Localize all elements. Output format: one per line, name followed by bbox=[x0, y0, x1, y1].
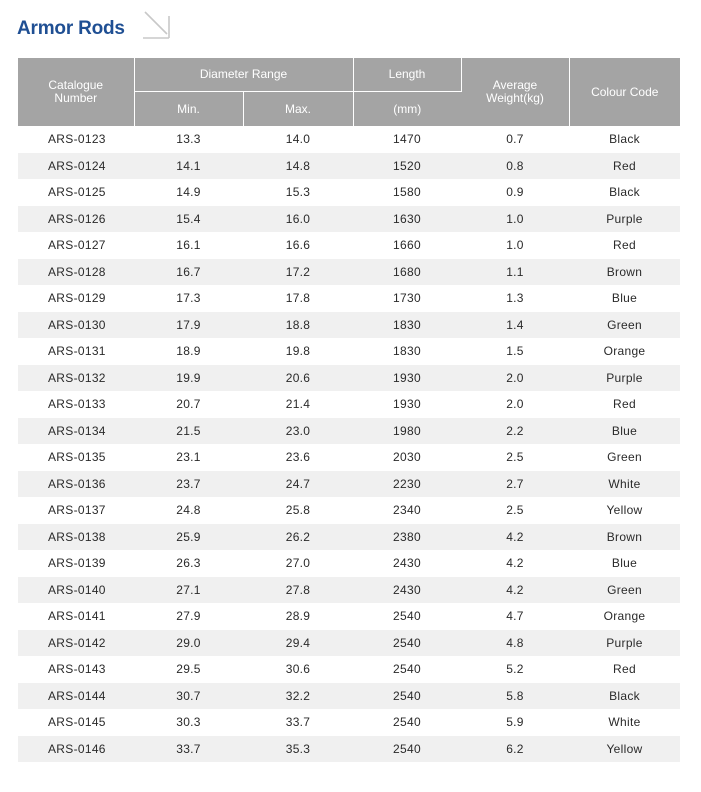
cell-colour: Green bbox=[569, 312, 680, 339]
cell-max: 27.0 bbox=[243, 550, 353, 577]
cell-min: 30.3 bbox=[134, 709, 243, 736]
cell-min: 17.3 bbox=[134, 285, 243, 312]
cell-catalogue-number: ARS-0139 bbox=[18, 550, 134, 577]
cell-max: 26.2 bbox=[243, 524, 353, 551]
page-title: Armor Rods bbox=[17, 18, 125, 39]
cell-length: 2540 bbox=[353, 736, 461, 763]
cell-max: 23.6 bbox=[243, 444, 353, 471]
cell-colour: Blue bbox=[569, 285, 680, 312]
table-row bbox=[18, 418, 680, 445]
table-row bbox=[18, 338, 680, 365]
cell-max: 23.0 bbox=[243, 418, 353, 445]
cell-min: 13.3 bbox=[134, 126, 243, 153]
cell-colour: Purple bbox=[569, 365, 680, 392]
cell-catalogue-number: ARS-0126 bbox=[18, 206, 134, 233]
cell-min: 24.8 bbox=[134, 497, 243, 524]
cell-min: 25.9 bbox=[134, 524, 243, 551]
cell-max: 20.6 bbox=[243, 365, 353, 392]
table-row bbox=[18, 471, 680, 498]
cell-colour: Blue bbox=[569, 418, 680, 445]
cell-max: 18.8 bbox=[243, 312, 353, 339]
cell-length: 1730 bbox=[353, 285, 461, 312]
cell-length: 1660 bbox=[353, 232, 461, 259]
diagonal-arrow-icon bbox=[139, 8, 175, 48]
table-row bbox=[18, 259, 680, 286]
cell-max: 33.7 bbox=[243, 709, 353, 736]
cell-length: 2340 bbox=[353, 497, 461, 524]
cell-weight: 2.5 bbox=[461, 497, 569, 524]
cell-min: 29.5 bbox=[134, 656, 243, 683]
cell-max: 28.9 bbox=[243, 603, 353, 630]
cell-weight: 2.5 bbox=[461, 444, 569, 471]
cell-min: 15.4 bbox=[134, 206, 243, 233]
cell-weight: 4.2 bbox=[461, 577, 569, 604]
cell-weight: 0.9 bbox=[461, 179, 569, 206]
cell-weight: 1.4 bbox=[461, 312, 569, 339]
cell-max: 35.3 bbox=[243, 736, 353, 763]
cell-max: 27.8 bbox=[243, 577, 353, 604]
cell-catalogue-number: ARS-0141 bbox=[18, 603, 134, 630]
cell-weight: 0.8 bbox=[461, 153, 569, 180]
cell-catalogue-number: ARS-0127 bbox=[18, 232, 134, 259]
cell-colour: Orange bbox=[569, 603, 680, 630]
cell-length: 1980 bbox=[353, 418, 461, 445]
cell-catalogue-number: ARS-0131 bbox=[18, 338, 134, 365]
title-block bbox=[17, 8, 217, 48]
cell-colour: Black bbox=[569, 126, 680, 153]
cell-length: 2030 bbox=[353, 444, 461, 471]
table-row bbox=[18, 206, 680, 233]
cell-max: 15.3 bbox=[243, 179, 353, 206]
cell-colour: White bbox=[569, 471, 680, 498]
table-row bbox=[18, 683, 680, 710]
cell-colour: Orange bbox=[569, 338, 680, 365]
cell-length: 1930 bbox=[353, 391, 461, 418]
cell-min: 16.7 bbox=[134, 259, 243, 286]
cell-colour: Green bbox=[569, 577, 680, 604]
cell-weight: 4.8 bbox=[461, 630, 569, 657]
cell-colour: Yellow bbox=[569, 736, 680, 763]
cell-weight: 2.2 bbox=[461, 418, 569, 445]
cell-colour: Brown bbox=[569, 524, 680, 551]
cell-weight: 4.2 bbox=[461, 550, 569, 577]
table-row bbox=[18, 630, 680, 657]
header-colour-code: Colour Code bbox=[569, 58, 680, 126]
cell-catalogue-number: ARS-0140 bbox=[18, 577, 134, 604]
table-row bbox=[18, 232, 680, 259]
cell-length: 1680 bbox=[353, 259, 461, 286]
cell-max: 29.4 bbox=[243, 630, 353, 657]
cell-catalogue-number: ARS-0145 bbox=[18, 709, 134, 736]
table-row bbox=[18, 179, 680, 206]
cell-weight: 2.0 bbox=[461, 391, 569, 418]
cell-colour: Red bbox=[569, 391, 680, 418]
cell-catalogue-number: ARS-0146 bbox=[18, 736, 134, 763]
cell-max: 14.8 bbox=[243, 153, 353, 180]
table-row bbox=[18, 577, 680, 604]
cell-min: 20.7 bbox=[134, 391, 243, 418]
table-row bbox=[18, 153, 680, 180]
cell-length: 1580 bbox=[353, 179, 461, 206]
cell-min: 14.9 bbox=[134, 179, 243, 206]
cell-weight: 5.8 bbox=[461, 683, 569, 710]
table-row bbox=[18, 312, 680, 339]
cell-catalogue-number: ARS-0136 bbox=[18, 471, 134, 498]
cell-weight: 5.9 bbox=[461, 709, 569, 736]
table-row bbox=[18, 603, 680, 630]
armor-rods-table bbox=[18, 58, 680, 762]
cell-max: 17.2 bbox=[243, 259, 353, 286]
cell-colour: Red bbox=[569, 232, 680, 259]
cell-min: 23.7 bbox=[134, 471, 243, 498]
cell-colour: Red bbox=[569, 656, 680, 683]
cell-max: 17.8 bbox=[243, 285, 353, 312]
cell-length: 2540 bbox=[353, 683, 461, 710]
table-body bbox=[18, 126, 680, 762]
cell-min: 23.1 bbox=[134, 444, 243, 471]
cell-catalogue-number: ARS-0137 bbox=[18, 497, 134, 524]
table-row bbox=[18, 285, 680, 312]
cell-weight: 1.0 bbox=[461, 232, 569, 259]
header-average-weight: Average Weight(kg) bbox=[461, 58, 569, 126]
cell-colour: Yellow bbox=[569, 497, 680, 524]
cell-colour: Green bbox=[569, 444, 680, 471]
cell-min: 30.7 bbox=[134, 683, 243, 710]
cell-min: 19.9 bbox=[134, 365, 243, 392]
cell-colour: Red bbox=[569, 153, 680, 180]
cell-min: 14.1 bbox=[134, 153, 243, 180]
cell-min: 16.1 bbox=[134, 232, 243, 259]
header-length: Length bbox=[353, 58, 461, 92]
cell-max: 32.2 bbox=[243, 683, 353, 710]
cell-colour: Purple bbox=[569, 630, 680, 657]
cell-catalogue-number: ARS-0124 bbox=[18, 153, 134, 180]
cell-weight: 4.7 bbox=[461, 603, 569, 630]
cell-min: 18.9 bbox=[134, 338, 243, 365]
header-diameter-range: Diameter Range bbox=[134, 58, 353, 92]
cell-weight: 4.2 bbox=[461, 524, 569, 551]
cell-catalogue-number: ARS-0129 bbox=[18, 285, 134, 312]
cell-max: 16.6 bbox=[243, 232, 353, 259]
header-catalogue-number: Catalogue Number bbox=[18, 58, 134, 126]
cell-colour: Black bbox=[569, 179, 680, 206]
cell-catalogue-number: ARS-0132 bbox=[18, 365, 134, 392]
cell-length: 2430 bbox=[353, 550, 461, 577]
cell-min: 33.7 bbox=[134, 736, 243, 763]
table-row bbox=[18, 550, 680, 577]
cell-length: 1930 bbox=[353, 365, 461, 392]
cell-weight: 6.2 bbox=[461, 736, 569, 763]
cell-catalogue-number: ARS-0142 bbox=[18, 630, 134, 657]
cell-colour: Blue bbox=[569, 550, 680, 577]
cell-max: 16.0 bbox=[243, 206, 353, 233]
cell-length: 1830 bbox=[353, 338, 461, 365]
cell-length: 1470 bbox=[353, 126, 461, 153]
cell-catalogue-number: ARS-0130 bbox=[18, 312, 134, 339]
cell-weight: 0.7 bbox=[461, 126, 569, 153]
cell-length: 1520 bbox=[353, 153, 461, 180]
cell-max: 25.8 bbox=[243, 497, 353, 524]
cell-length: 1830 bbox=[353, 312, 461, 339]
cell-weight: 1.1 bbox=[461, 259, 569, 286]
cell-min: 17.9 bbox=[134, 312, 243, 339]
cell-weight: 5.2 bbox=[461, 656, 569, 683]
cell-length: 2540 bbox=[353, 709, 461, 736]
header-length-unit: (mm) bbox=[353, 92, 461, 127]
cell-catalogue-number: ARS-0138 bbox=[18, 524, 134, 551]
table-row bbox=[18, 736, 680, 763]
cell-catalogue-number: ARS-0143 bbox=[18, 656, 134, 683]
cell-catalogue-number: ARS-0134 bbox=[18, 418, 134, 445]
table-row bbox=[18, 444, 680, 471]
cell-catalogue-number: ARS-0135 bbox=[18, 444, 134, 471]
cell-weight: 1.0 bbox=[461, 206, 569, 233]
header-min: Min. bbox=[134, 92, 243, 127]
cell-catalogue-number: ARS-0128 bbox=[18, 259, 134, 286]
cell-catalogue-number: ARS-0123 bbox=[18, 126, 134, 153]
cell-max: 30.6 bbox=[243, 656, 353, 683]
cell-weight: 2.0 bbox=[461, 365, 569, 392]
cell-colour: Purple bbox=[569, 206, 680, 233]
cell-max: 19.8 bbox=[243, 338, 353, 365]
cell-colour: White bbox=[569, 709, 680, 736]
cell-weight: 1.3 bbox=[461, 285, 569, 312]
cell-catalogue-number: ARS-0125 bbox=[18, 179, 134, 206]
table-row bbox=[18, 391, 680, 418]
cell-colour: Black bbox=[569, 683, 680, 710]
table-row bbox=[18, 497, 680, 524]
cell-weight: 2.7 bbox=[461, 471, 569, 498]
cell-length: 2430 bbox=[353, 577, 461, 604]
cell-max: 14.0 bbox=[243, 126, 353, 153]
cell-length: 2230 bbox=[353, 471, 461, 498]
cell-catalogue-number: ARS-0133 bbox=[18, 391, 134, 418]
cell-min: 29.0 bbox=[134, 630, 243, 657]
header-max: Max. bbox=[243, 92, 353, 127]
cell-min: 26.3 bbox=[134, 550, 243, 577]
cell-max: 24.7 bbox=[243, 471, 353, 498]
cell-length: 2380 bbox=[353, 524, 461, 551]
cell-catalogue-number: ARS-0144 bbox=[18, 683, 134, 710]
table-row bbox=[18, 656, 680, 683]
cell-min: 27.9 bbox=[134, 603, 243, 630]
cell-length: 2540 bbox=[353, 630, 461, 657]
table-row bbox=[18, 365, 680, 392]
cell-length: 1630 bbox=[353, 206, 461, 233]
cell-weight: 1.5 bbox=[461, 338, 569, 365]
cell-min: 27.1 bbox=[134, 577, 243, 604]
table-row bbox=[18, 126, 680, 153]
cell-length: 2540 bbox=[353, 603, 461, 630]
cell-max: 21.4 bbox=[243, 391, 353, 418]
cell-colour: Brown bbox=[569, 259, 680, 286]
cell-min: 21.5 bbox=[134, 418, 243, 445]
table-row bbox=[18, 709, 680, 736]
cell-length: 2540 bbox=[353, 656, 461, 683]
table-row bbox=[18, 524, 680, 551]
